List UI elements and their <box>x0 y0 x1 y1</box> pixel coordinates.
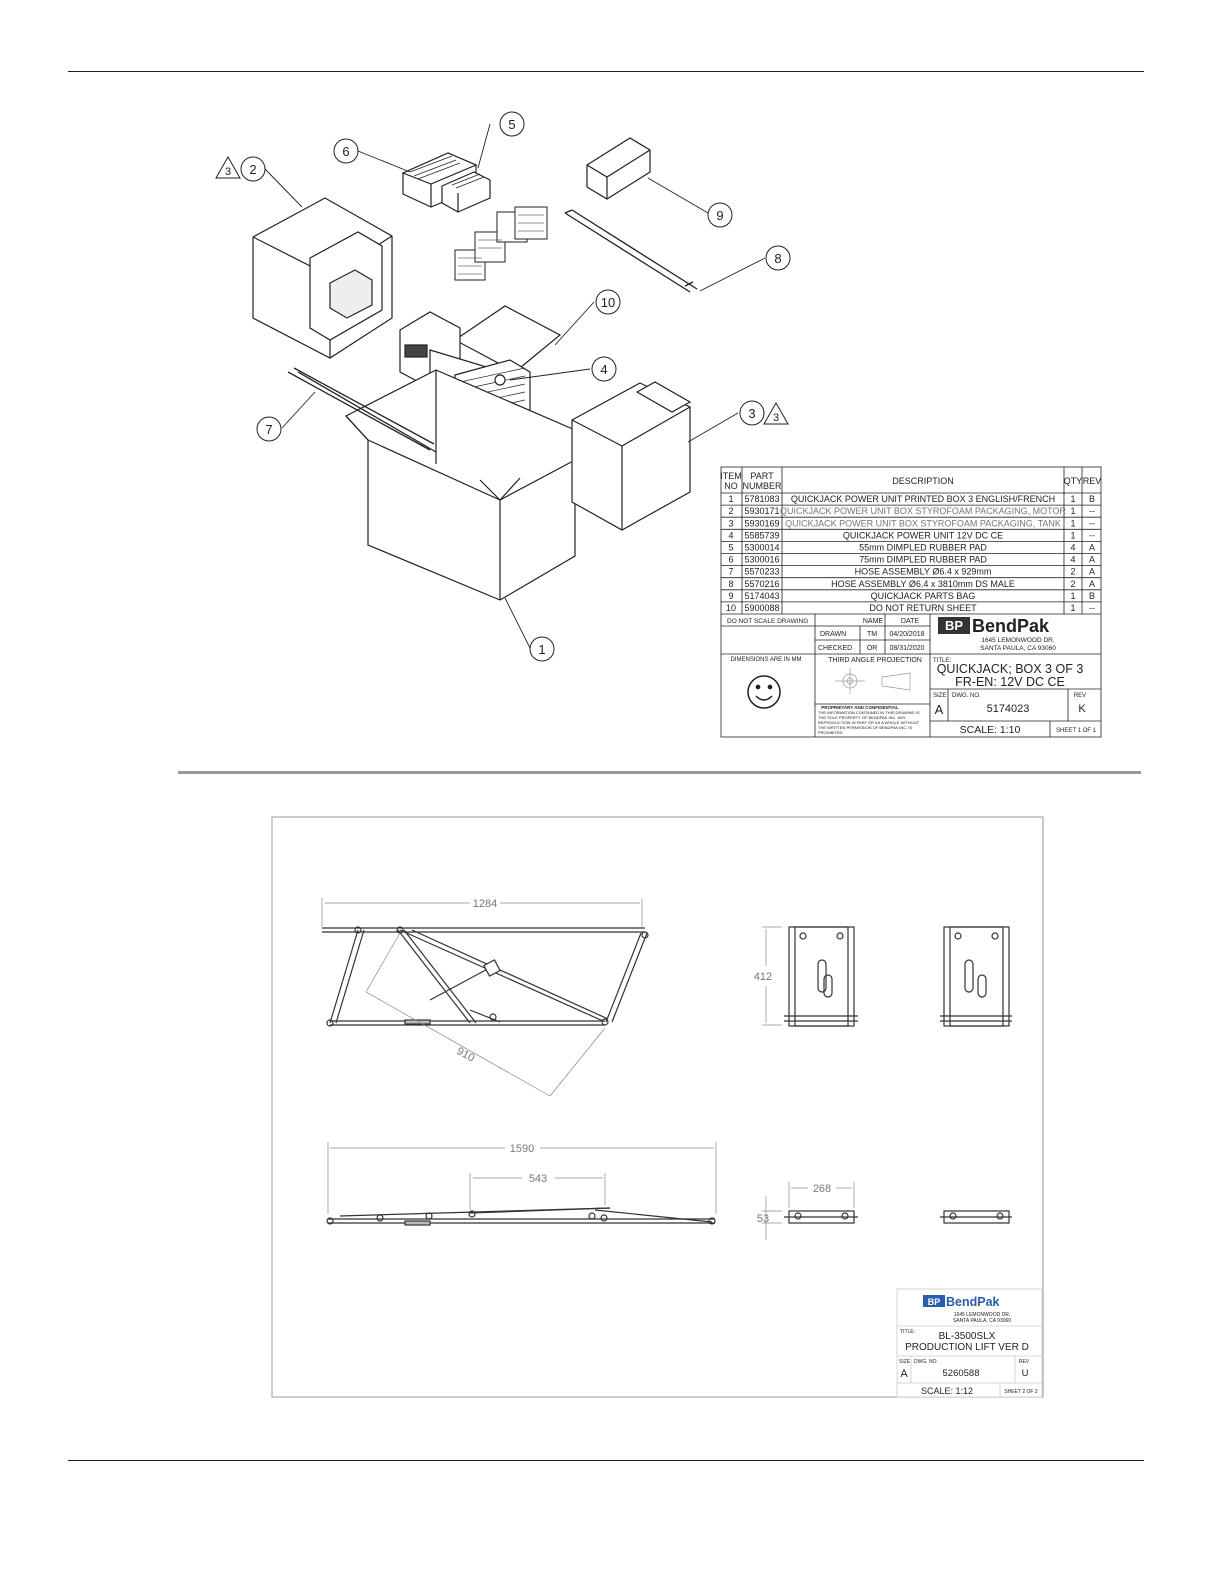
svg-text:7: 7 <box>265 422 273 437</box>
bom-header-item: ITEM <box>720 471 742 481</box>
bom-cell-rev: -- <box>1089 603 1095 613</box>
tb-title-label: TITLE: <box>933 658 952 664</box>
bom-cell-qty: 1 <box>1070 518 1076 529</box>
bendpak-logo-mark-2: BP <box>927 1297 941 1307</box>
lift-end-view-raised-left <box>784 927 858 1026</box>
bom-cell-qty: 1 <box>1070 506 1076 517</box>
svg-text:8: 8 <box>774 251 782 266</box>
tb-proprietary-l4: THE WRITTEN PERMISSION OF BENDPAK INC. IS <box>818 725 913 730</box>
tb2-title-label: TITLE: <box>900 1329 916 1335</box>
bom-header-qty: QTY <box>1063 476 1083 486</box>
svg-text:6: 6 <box>342 144 350 159</box>
bom-cell-item: 7 <box>728 566 734 577</box>
balloon-8 <box>766 246 790 270</box>
bom-header-part-number: NUMBER <box>742 481 782 491</box>
tb-size-value: A <box>934 702 944 717</box>
bom-cell-part: 5585739 <box>744 530 780 541</box>
tb2-dwg-label: DWG. NO. <box>914 1359 938 1365</box>
bom-cell-qty: 1 <box>1070 494 1076 505</box>
bom-header-part: PART <box>750 471 774 481</box>
balloon-6 <box>334 139 358 163</box>
bom-cell-desc: 55mm DIMPLED RUBBER PAD <box>859 542 987 553</box>
bom-cell-desc: QUICKJACK POWER UNIT 12V DC CE <box>842 530 1004 541</box>
bom-cell-part: 5900088 <box>744 603 780 613</box>
rubber-pads-middle <box>455 207 547 280</box>
tb-date-header: DATE <box>900 618 920 625</box>
svg-text:10: 10 <box>600 295 616 310</box>
bom-cell-rev: A <box>1088 566 1096 577</box>
bom-cell-qty: 4 <box>1070 542 1076 553</box>
bom-cell-desc: QUICKJACK POWER UNIT BOX STYROFOAM PACKAGING, TANK <box>785 518 1061 529</box>
lift-drawing <box>270 816 1045 1399</box>
bom-cell-part: 5300014 <box>744 542 780 553</box>
rubber-pads-top <box>403 153 490 212</box>
bom-cell-item: 3 <box>728 518 734 529</box>
tb-checked-label: CHECKED <box>818 645 853 652</box>
bom-cell-qty: 1 <box>1070 590 1076 601</box>
tb-rev-label: REV <box>1073 693 1087 699</box>
bom-header-description: DESCRIPTION <box>892 476 954 486</box>
dim-1284: 1284 <box>472 898 498 910</box>
bom-cell-item: 1 <box>728 494 734 505</box>
balloon-2 <box>241 157 265 181</box>
dim-543: 543 <box>528 1173 548 1185</box>
bendpak-logo-mark: BP <box>944 618 964 633</box>
dim-412: 412 <box>753 971 773 983</box>
svg-text:4: 4 <box>600 362 608 377</box>
tb2-scale: SCALE: 1:12 <box>920 1386 974 1396</box>
tb-drawn-name: TM <box>866 631 878 638</box>
bom-cell-desc: HOSE ASSEMBLY Ø6.4 x 929mm <box>854 566 992 577</box>
bom-cell-item: 6 <box>728 554 734 565</box>
tb2-rev-value: U <box>1021 1368 1029 1379</box>
tb-dims-note: DIMENSIONS ARE IN MM <box>730 657 802 663</box>
tb2-title-line2: PRODUCTION LIFT VER D <box>905 1342 1029 1353</box>
dim-53: 53 <box>756 1213 770 1225</box>
bom-cell-rev: A <box>1088 542 1096 553</box>
bom-cell-item: 2 <box>728 506 734 517</box>
bom-cell-qty: 2 <box>1070 578 1076 589</box>
bom-cell-qty: 1 <box>1070 603 1076 613</box>
tb2-size-value: A <box>900 1368 908 1380</box>
bom-cell-rev: A <box>1088 578 1096 589</box>
balloon-10 <box>596 290 620 314</box>
tb2-size-label: SIZE <box>899 1359 911 1365</box>
bom-cell-rev: -- <box>1089 530 1095 541</box>
balloon-4 <box>592 357 616 381</box>
balloon-7 <box>257 417 281 441</box>
header-rule <box>68 71 1144 72</box>
tb-checked-name: OR <box>866 645 878 652</box>
tb-projection: THIRD ANGLE PROJECTION <box>828 657 922 664</box>
bom-cell-item: 10 <box>725 603 737 613</box>
tb-proprietary-l5: PROHIBITED. <box>818 730 844 735</box>
dim-268: 268 <box>812 1183 832 1195</box>
bom-cell-desc: 75mm DIMPLED RUBBER PAD <box>859 554 987 565</box>
bom-table <box>720 466 1103 738</box>
tb-rev-value: K <box>1078 703 1086 715</box>
bom-cell-part: 5930169 <box>744 518 780 529</box>
tb-no-scale: DO NOT SCALE DRAWING <box>727 618 809 625</box>
bom-cell-item: 9 <box>728 590 734 601</box>
tb-dwg-label: DWG. NO. <box>952 693 981 699</box>
tb-dwg-number: 5174023 <box>986 703 1030 715</box>
revision-flag-2 <box>216 157 240 178</box>
svg-text:3: 3 <box>224 166 232 178</box>
bom-cell-part: 5781083 <box>744 494 780 505</box>
tb2-address-2: SANTA PAULA, CA 93060 <box>952 1318 1012 1324</box>
bom-cell-rev: B <box>1088 590 1096 601</box>
bom-cell-desc: QUICKJACK POWER UNIT BOX STYROFOAM PACKAGING, MOTOR <box>779 506 1067 517</box>
section-divider <box>178 771 1141 774</box>
tb-sheet: SHEET 1 OF 1 <box>1056 728 1096 734</box>
bom-cell-part: 5174043 <box>744 590 780 601</box>
tb-proprietary-l2: THE SOLE PROPERTY OF BENDPAK INC. ANY <box>818 715 906 720</box>
balloon-9 <box>708 203 732 227</box>
parts-bag <box>587 138 650 199</box>
bom-cell-rev: A <box>1088 554 1096 565</box>
bom-cell-part: 5300016 <box>744 554 780 565</box>
bom-cell-desc: QUICKJACK POWER UNIT PRINTED BOX 3 ENGLISH/FRENCH <box>790 494 1056 505</box>
tb-drawn-label: DRAWN <box>820 631 847 638</box>
bom-cell-item: 4 <box>728 530 734 541</box>
tb-title-line1: QUICKJACK; BOX 3 OF 3 <box>936 662 1084 676</box>
tb-checked-date: 08/31/2020 <box>889 645 925 652</box>
bom-cell-rev: -- <box>1089 518 1095 529</box>
tb2-dwg-number: 5260588 <box>942 1368 980 1379</box>
lift-end-view-lowered-right <box>940 1211 1012 1223</box>
bom-cell-part: 5570216 <box>744 578 780 589</box>
tb-size-label: SIZE <box>933 693 947 699</box>
tb-scale: SCALE: 1:10 <box>959 724 1021 736</box>
bom-cell-rev: -- <box>1089 506 1095 517</box>
lift-end-view-raised-right <box>940 927 1012 1026</box>
styrofoam-tank-part <box>572 382 690 530</box>
revision-flag-3 <box>764 403 788 424</box>
bom-cell-qty: 1 <box>1070 530 1076 541</box>
tb2-title-line1: BL-3500SLX <box>938 1331 996 1342</box>
bendpak-logo-text: BendPak <box>972 616 1050 636</box>
svg-text:9: 9 <box>716 208 724 223</box>
svg-text:1: 1 <box>538 642 546 657</box>
bom-cell-qty: 4 <box>1070 554 1076 565</box>
bom-cell-item: 5 <box>728 542 734 553</box>
hose-long <box>565 210 697 292</box>
balloon-5 <box>500 112 524 136</box>
tb-proprietary-title: PROPRIETARY AND CONFIDENTIAL <box>821 705 899 710</box>
dim-910: 910 <box>454 1045 477 1065</box>
bom-cell-part: 5570233 <box>744 566 780 577</box>
bom-header-item-no: NO <box>724 481 738 491</box>
bom-cell-desc: DO NOT RETURN SHEET <box>869 603 977 613</box>
tb-address-2: SANTA PAULA, CA 93060 <box>980 645 1056 652</box>
bom-cell-rev: B <box>1088 494 1096 505</box>
svg-text:3: 3 <box>748 406 756 421</box>
tb-proprietary-l1: THE INFORMATION CONTAINED IN THIS DRAWING IS <box>818 710 920 715</box>
bom-header-rev: REV <box>1082 476 1102 486</box>
bom-cell-qty: 2 <box>1070 566 1076 577</box>
tb2-address-1: 1645 LEMONWOOD DR. <box>953 1312 1011 1318</box>
bom-cell-part: 5930171 <box>744 506 780 517</box>
bom-cell-desc: HOSE ASSEMBLY Ø6.4 x 3810mm DS MALE <box>831 578 1015 589</box>
tb2-sheet: SHEET 2 OF 2 <box>1004 1389 1038 1395</box>
tb-name-header: NAME <box>862 618 884 625</box>
tb-drawn-date: 04/20/2018 <box>889 631 925 638</box>
balloon-1 <box>530 637 554 661</box>
tb-proprietary-l3: REPRODUCTION IN PART OR AS A WHOLE WITHOUT <box>818 720 920 725</box>
bendpak-logo-text-2: BendPak <box>946 1295 1000 1309</box>
dim-1590: 1590 <box>509 1143 535 1155</box>
styrofoam-motor-part <box>253 198 392 358</box>
tb-address-1: 1645 LEMONWOOD DR. <box>981 637 1055 644</box>
lift-end-view-lowered-left <box>784 1211 858 1223</box>
tb-title-line2: FR-EN: 12V DC CE <box>955 675 1065 689</box>
footer-rule <box>68 1460 1144 1461</box>
balloon-3 <box>740 401 764 425</box>
svg-text:3: 3 <box>772 412 780 424</box>
printed-box <box>346 370 575 600</box>
bom-cell-item: 8 <box>728 578 734 589</box>
svg-text:2: 2 <box>249 162 257 177</box>
svg-text:5: 5 <box>508 117 516 132</box>
bom-cell-desc: QUICKJACK PARTS BAG <box>870 590 976 601</box>
tb2-rev-label: REV <box>1018 1359 1030 1365</box>
